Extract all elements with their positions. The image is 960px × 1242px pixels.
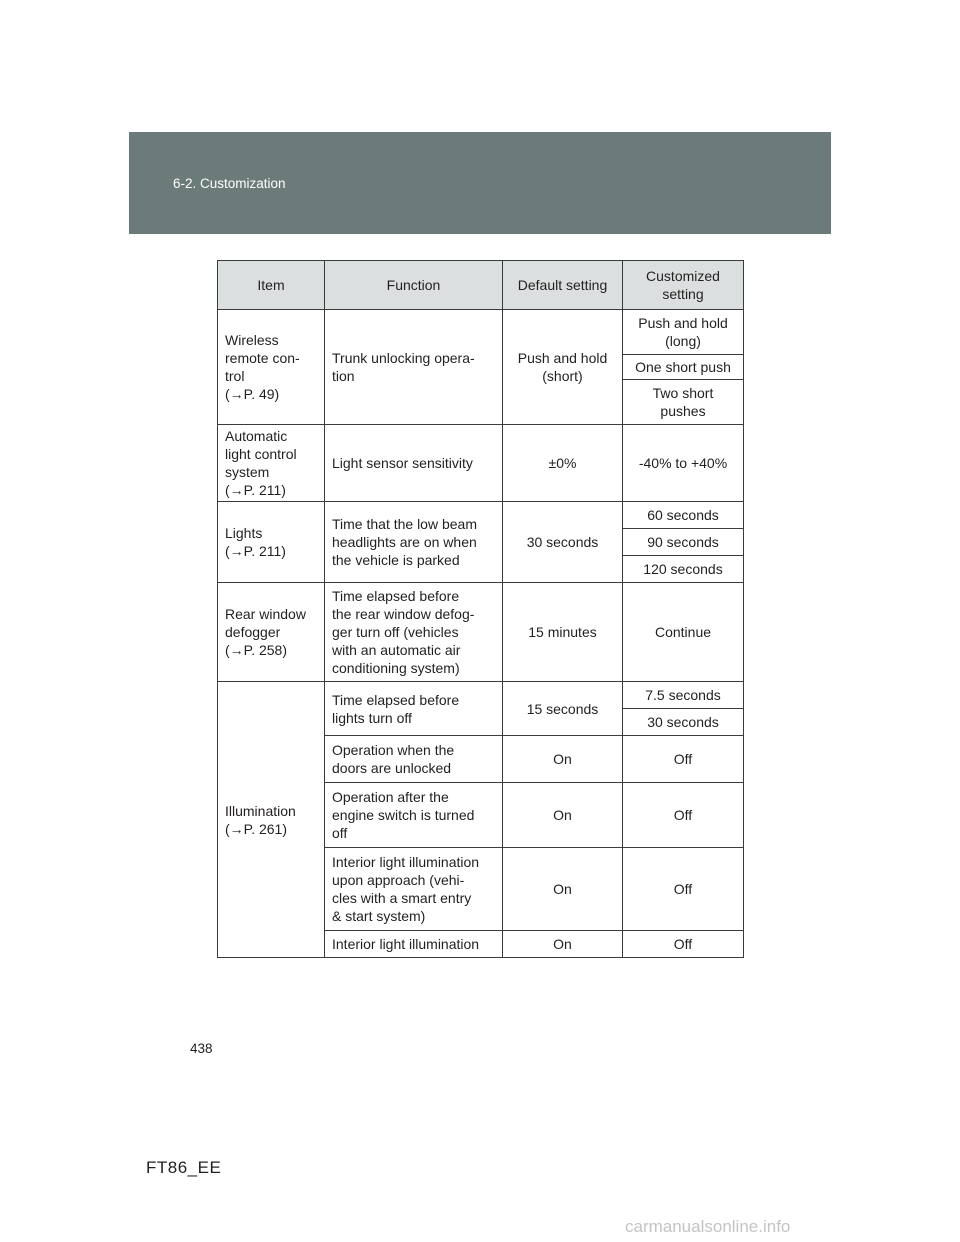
default-cell: On bbox=[503, 783, 623, 848]
document-code: FT86_EE bbox=[146, 1158, 222, 1177]
option-cell: 90 seconds bbox=[623, 529, 744, 556]
function-cell: Time elapsed before lights turn off bbox=[325, 682, 503, 736]
function-cell: Light sensor sensitivity bbox=[325, 425, 503, 502]
default-cell: On bbox=[503, 848, 623, 931]
item-cell: Rear window defogger (→P. 258) bbox=[218, 583, 325, 682]
table-row bbox=[218, 425, 744, 502]
item-cell: Automatic light control system (→P. 211) bbox=[218, 425, 325, 502]
customization-table bbox=[217, 260, 744, 958]
function-cell: Interior light illumination bbox=[325, 931, 503, 958]
option-cell: One short push bbox=[623, 355, 744, 380]
custom-cell: Off bbox=[623, 736, 744, 783]
function-cell: Operation after the engine switch is turned off bbox=[325, 783, 503, 848]
item-cell: Illumination (→P. 261) bbox=[218, 682, 325, 958]
table-row bbox=[218, 502, 744, 529]
default-cell: 15 seconds bbox=[503, 682, 623, 736]
table-row bbox=[218, 310, 744, 355]
section-title: 6-2. Customization bbox=[173, 176, 286, 191]
function-cell: Interior light illumination upon approach (vehi- cles with a smart entry & start system) bbox=[325, 848, 503, 931]
option-cell: Push and hold (long) bbox=[623, 310, 744, 355]
column-header: Item bbox=[218, 261, 325, 310]
default-cell: 30 seconds bbox=[503, 502, 623, 583]
default-cell: Push and hold (short) bbox=[503, 310, 623, 425]
function-cell: Trunk unlocking opera- tion bbox=[325, 310, 503, 425]
option-cell: 120 seconds bbox=[623, 556, 744, 583]
table-header-row bbox=[218, 261, 744, 310]
item-cell: Lights (→P. 211) bbox=[218, 502, 325, 583]
default-cell: 15 minutes bbox=[503, 583, 623, 682]
watermark: carmanualsonline.info bbox=[625, 1217, 791, 1236]
table-row bbox=[218, 583, 744, 682]
default-cell: On bbox=[503, 736, 623, 783]
custom-cell: Off bbox=[623, 931, 744, 958]
function-cell: Time that the low beam headlights are on when the vehicle is parked bbox=[325, 502, 503, 583]
header-band bbox=[129, 132, 831, 234]
item-cell: Wireless remote con- trol (→P. 49) bbox=[218, 310, 325, 425]
default-cell: On bbox=[503, 931, 623, 958]
table-row bbox=[218, 682, 744, 709]
option-cell: 30 seconds bbox=[623, 709, 744, 736]
option-cell: Two short pushes bbox=[623, 380, 744, 425]
custom-cell: Off bbox=[623, 783, 744, 848]
option-cell: 7.5 seconds bbox=[623, 682, 744, 709]
option-cell: 60 seconds bbox=[623, 502, 744, 529]
custom-cell: Off bbox=[623, 848, 744, 931]
column-header: Customized setting bbox=[623, 261, 744, 310]
function-cell: Operation when the doors are unlocked bbox=[325, 736, 503, 783]
column-header: Default setting bbox=[503, 261, 623, 310]
default-cell: ±0% bbox=[503, 425, 623, 502]
column-header: Function bbox=[325, 261, 503, 310]
function-cell: Time elapsed before the rear window defog- ger turn off (vehicles with an automatic air conditioning system) bbox=[325, 583, 503, 682]
page-number: 438 bbox=[190, 1041, 213, 1056]
custom-cell: Continue bbox=[623, 583, 744, 682]
custom-cell: -40% to +40% bbox=[623, 425, 744, 502]
